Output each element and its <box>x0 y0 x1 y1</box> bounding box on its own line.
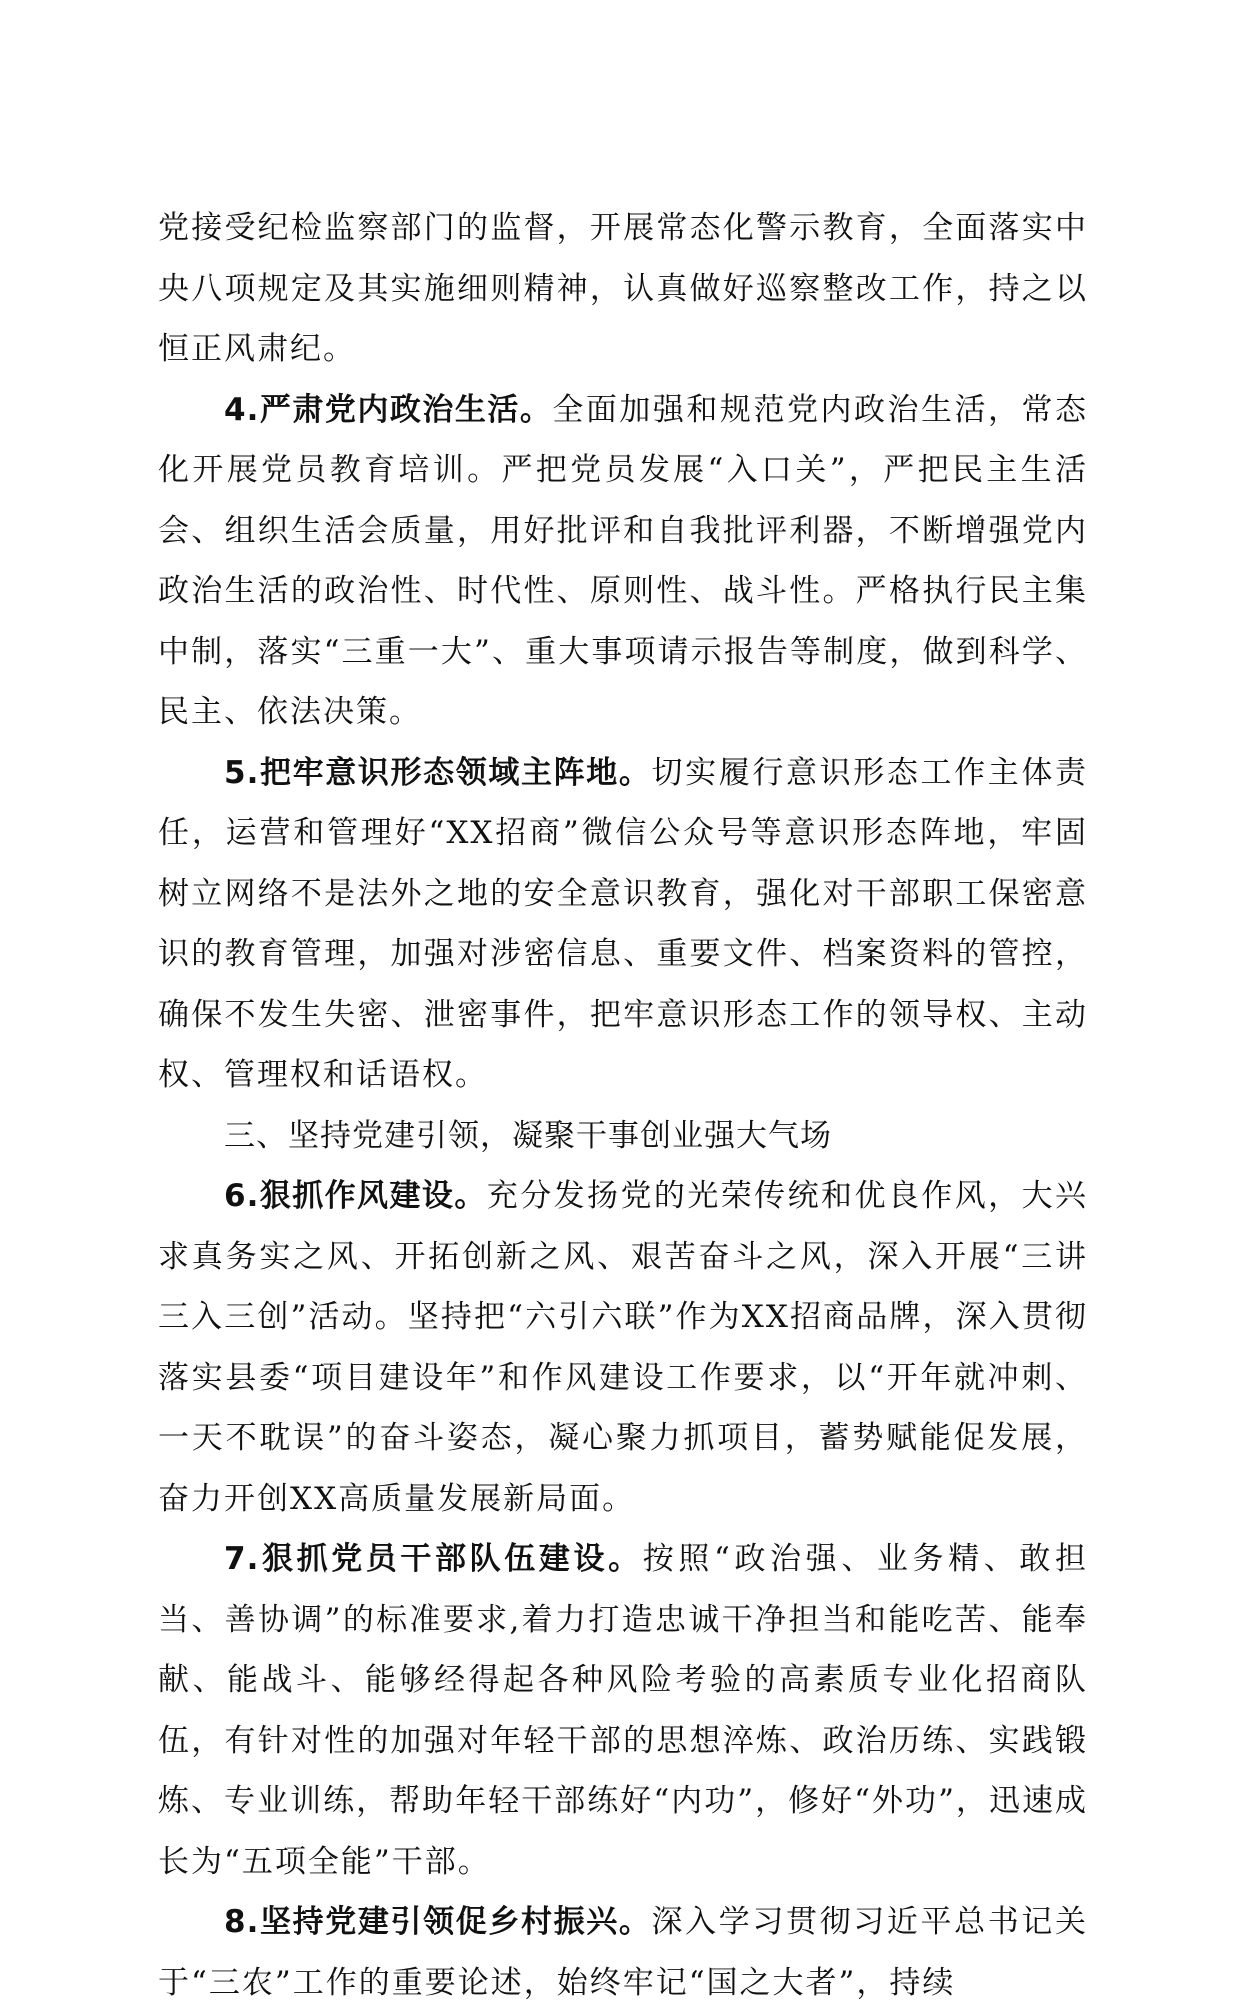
paragraph-item-5 <box>158 743 1088 1106</box>
paragraph-text: 党接受纪检监察部门的监督，开展常态化警示教育，全面落实中央八项规定及其实施细则精神，认真做好巡察整改工作，持之以恒正风肃纪。 <box>158 210 1088 367</box>
item-heading: 8.坚持党建引领促乡村振兴。 <box>224 1904 652 1940</box>
paragraph-item-8 <box>158 1892 1088 2013</box>
paragraph-text: 切实履行意识形态工作主体责任，运营和管理好“XX招商”微信公众号等意识形态阵地，牢固树立网络不是法外之地的安全意识教育，强化对干部职工保密意识的教育管理，加强对涉密信息、重要文件、档案资料的管控，确保不发生失密、泄密事件，把牢意识形态工作的领导权、主动权、管理权和话语权。 <box>158 754 1088 1093</box>
paragraph-continuation <box>158 198 1088 380</box>
item-heading: 6.狠抓作风建设。 <box>224 1178 487 1214</box>
paragraph-text: 深入学习贯彻习近平总书记关于“三农”工作的重要论述，始终牢记“国之大者”，持续 <box>158 1904 1088 2001</box>
item-heading: 7.狠抓党员干部队伍建设。 <box>224 1541 643 1577</box>
item-heading: 4.严肃党内政治生活。 <box>224 391 553 428</box>
document-page <box>158 198 1088 2013</box>
section-heading: 三、坚持党建引领，凝聚干事创业强大气场 <box>224 1117 832 1154</box>
paragraph-text: 按照“政治强、业务精、敢担当、善协调”的标准要求,着力打造忠诚干净担当和能吃苦、能奉献、能战斗、能够经得起各种风险考验的高素质专业化招商队伍，有针对性的加强对年轻干部的思想淬炼、政治历练、实践锻炼、专业训练，帮助年轻干部练好“内功”，修好“外功”，迅速成长为“五项全能”干部。 <box>158 1541 1088 1880</box>
paragraph-item-7 <box>158 1529 1088 1892</box>
paragraph-item-6 <box>158 1166 1088 1529</box>
paragraph-text: 全面加强和规范党内政治生活，常态化开展党员教育培训。严把党员发展“入口关”，严把民主生活会、组织生活会质量，用好批评和自我批评利器，不断增强党内政治生活的政治性、时代性、原则性、战斗性。严格执行民主集中制，落实“三重一大”、重大事项请示报告等制度，做到科学、民主、依法决策。 <box>158 391 1088 730</box>
paragraph-text: 充分发扬党的光荣传统和优良作风，大兴求真务实之风、开拓创新之风、艰苦奋斗之风，深入开展“三讲三入三创”活动。坚持把“六引六联”作为XX招商品牌，深入贯彻落实县委“项目建设年”和作风建设工作要求，以“开年就冲刺、一天不耽误”的奋斗姿态，凝心聚力抓项目，蓄势赋能促发展，奋力开创XX高质量发展新局面。 <box>158 1178 1088 1517</box>
item-heading: 5.把牢意识形态领域主阵地。 <box>224 754 652 791</box>
paragraph-item-4 <box>158 380 1088 743</box>
